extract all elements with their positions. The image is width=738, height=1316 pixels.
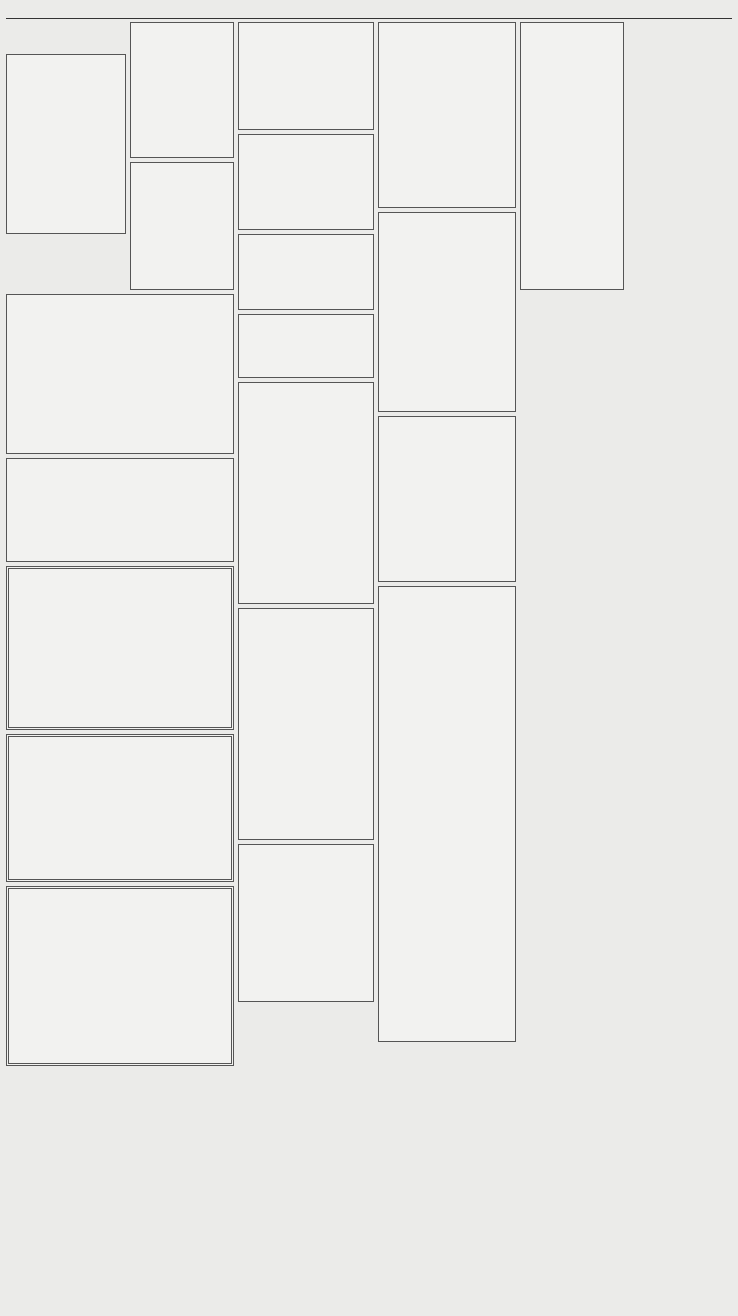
- ad-death-van-dis-fractie: [378, 586, 516, 1042]
- ad-thanks-bel: [238, 22, 374, 130]
- ad-engagement: [130, 162, 234, 290]
- column-4: [378, 22, 516, 1044]
- ad-death-van-dis-sgp: [378, 212, 516, 412]
- masthead: [6, 4, 732, 19]
- ad-thanks-lock: [238, 134, 374, 230]
- ad-death-de-vries: [238, 608, 374, 840]
- ad-death-van-dis-vgs: [378, 22, 516, 208]
- ad-death-gouw: [238, 382, 374, 604]
- column-2: [130, 22, 234, 1044]
- column-3: [238, 22, 374, 1044]
- col4-edge: [378, 22, 379, 1044]
- ad-birth-hanne: [130, 22, 234, 158]
- ad-birth-grietje: [6, 54, 126, 234]
- ad-death-van-dis-guido: [378, 416, 516, 582]
- col-5: [520, 22, 624, 1044]
- ad-death-van-dis-salem: [238, 844, 374, 1002]
- ad-death-nolen: [520, 22, 624, 290]
- ad-thanks-venema: [238, 314, 374, 378]
- column-6-left: [628, 22, 732, 1044]
- ad-thanks-lindhout: [238, 234, 374, 310]
